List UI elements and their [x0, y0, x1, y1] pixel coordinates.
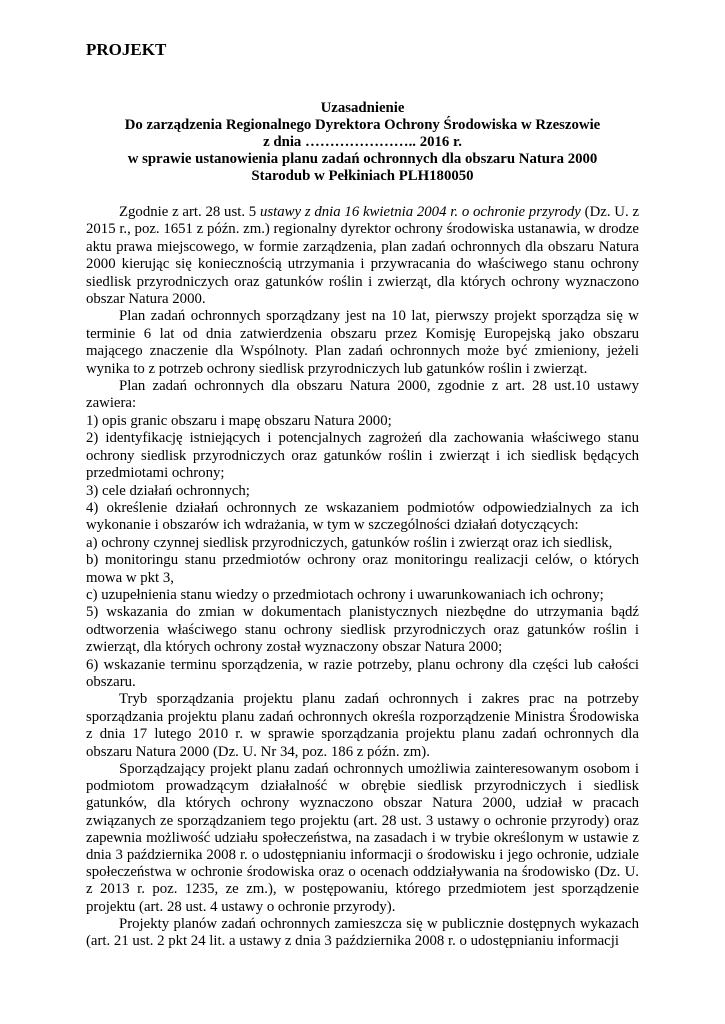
heading-line-ordinance: Do zarządzenia Regionalnego Dyrektora Ochrony Środowiska w Rzeszowie	[124, 117, 601, 133]
paragraph-plan-duration: Plan zadań ochronnych sporządzany jest na 10 lat, pierwszy projekt sporządza się w terminie 6 lat od dnia zatwierdzenia obszaru przez Komisję Europejską jako obszaru mającego znaczenie dla Wspólnoty. Plan zadań ochronnych może być zmieniony, jeżeli wynika to z potrzeb ochrony siedlisk przyrodniczych lub gatunków roślin i zwierząt.	[86, 308, 639, 377]
list-item: c) uzupełnienia stanu wiedzy o przedmiotach ochrony i uwarunkowaniach ich ochrony;	[86, 586, 604, 603]
paragraph-plan-contents: Plan zadań ochronnych dla obszaru Natura 2000, zgodnie z art. 28 ust.10 ustawy zawiera:	[86, 378, 639, 412]
paragraph-public-participation: Sporządzający projekt planu zadań ochronnych umożliwia zainteresowanym osobom i podmiotom prowadzącym działalność w obrębie siedlisk przyrodniczych i siedlisk gatunków, dla których ochrony wyznaczono obszar Natura 2000, udział w pracach związanych ze sporządzaniem tego projektu (art. 28 ust. 3 ustawy o ochronie przyrody) oraz zapewnia możliwość udziału społeczeństwa, na zasadach i w trybie określonym w ustawie z dnia 3 października 2008 r. o udostępnianiu informacji o środowisku i jego ochronie, udziale społeczeństwa w ochronie środowiska oraz o ocenach oddziaływania na środowisko (Dz. U. z 2013 r. poz. 1235, ze zm.), w postępowaniu, którego przedmiotem jest sporządzenie projektu (art. 28 ust. 4 ustawy o ochronie przyrody).	[86, 761, 639, 915]
list-item: 5) wskazania do zmian w dokumentach planistycznych niezbędne do utrzymania bądź odtworzenia właściwego stanu ochrony siedlisk przyrodniczych oraz gatunków roślin i zwierząt, dla których ochrony został wyznaczony obszar Natura 2000;	[86, 604, 639, 656]
paragraph-procedure: Tryb sporządzania projektu planu zadań ochronnych i zakres prac na potrzeby sporządzania projektu planu zadań ochronnych określa rozporządzenie Ministra Środowiska z dnia 17 lutego 2010 r. w sprawie sporządzania projektu planu zadań ochronnych dla obszaru Natura 2000 (Dz. U. Nr 34, poz. 186 z późn. zm).	[86, 691, 639, 760]
list-item: 4) określenie działań ochronnych ze wskazaniem podmiotów odpowiedzialnych za ich wykonanie i obszarów ich wdrażania, w tym w szczególności działań dotyczących:	[86, 499, 639, 534]
list-item: 3) cele działań ochronnych;	[86, 482, 250, 499]
paragraph-publication: Projekty planów zadań ochronnych zamieszcza się w publicznie dostępnych wykazach (art. 21 ust. 2 pkt 24 lit. a ustawy z dnia 3 października 2008 r. o udostępnianiu informacji	[86, 915, 639, 950]
list-item: 2) identyfikację istniejących i potencjalnych zagrożeń dla zachowania właściwego stanu ochrony siedlisk przyrodniczych oraz gatunków roślin i zwierząt i ich siedlisk będących przedmiotami ochrony;	[86, 430, 639, 482]
act-title: ustawy z dnia 16 kwietnia 2004 r. o ochronie przyrody	[259, 204, 581, 220]
heading-line-date: z dnia ………………….. 2016 r.	[263, 134, 462, 150]
document-body	[86, 204, 639, 950]
paragraph-legal-basis-rest: (Dz. U. z 2015 r., poz. 1651 z późn. zm.) regionalny dyrektor ochrony środowiska ustanawia, w drodze aktu prawa miejscowego, w formie zarządzenia, plan zadań ochronnych dla obszaru Natura 2000 kierując się koniecznością utrzymania i przywracania do właściwego stanu ochrony siedlisk przyrodniczych oraz gatunków roślin i zwierząt, dla których ochrony wyznaczono obszar Natura 2000.	[86, 204, 640, 308]
heading-line-subject: w sprawie ustanowienia planu zadań ochronnych dla obszaru Natura 2000	[127, 151, 598, 167]
list-item: 6) wskazanie terminu sporządzenia, w razie potrzeby, planu ochrony dla części lub całości obszaru.	[86, 656, 639, 690]
heading-title: Uzasadnienie	[320, 100, 405, 116]
heading-line-site: Starodub w Pełkiniach PLH180050	[251, 168, 474, 184]
list-item: a) ochrony czynnej siedlisk przyrodniczych, gatunków roślin i zwierząt oraz ich siedlisk,	[86, 534, 613, 551]
list-item: b) monitoringu stanu przedmiotów ochrony oraz monitoringu realizacji celów, o których mowa w pkt 3,	[86, 552, 639, 586]
document-heading	[86, 100, 639, 185]
list-item: 1) opis granic obszaru i mapę obszaru Natura 2000;	[86, 412, 392, 429]
paragraph-legal-basis-lead: Zgodnie z art. 28 ust. 5	[119, 204, 260, 220]
paragraph-legal-basis	[86, 204, 639, 308]
project-label: PROJEKT	[86, 40, 167, 59]
